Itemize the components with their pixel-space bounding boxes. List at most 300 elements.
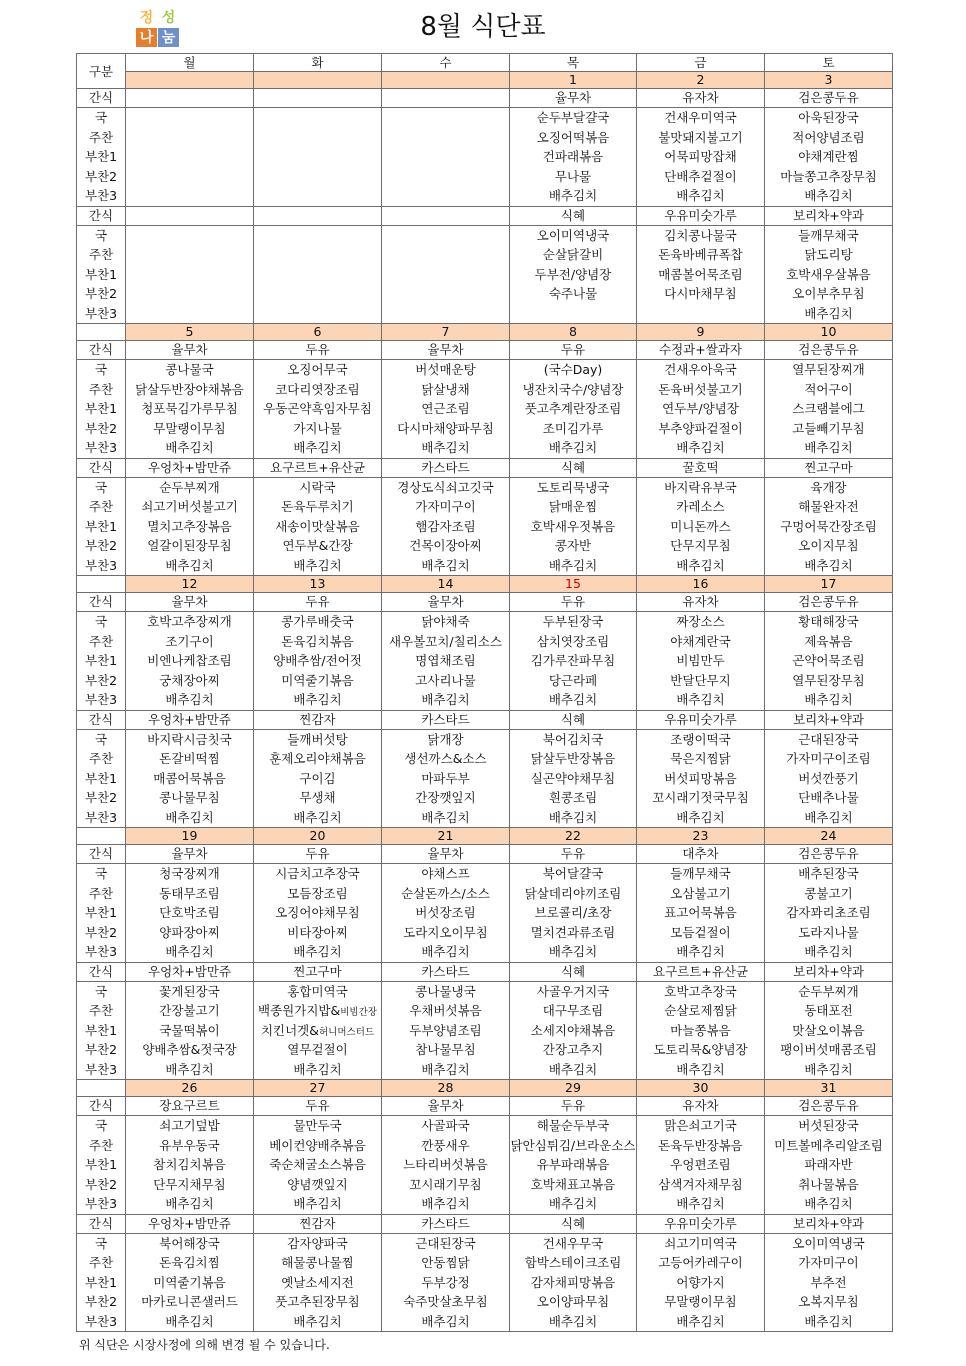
dish: 돈육두루치기 [281, 499, 354, 514]
dish: 호박고추장찌개 [147, 614, 232, 629]
dish: 닭매운찜 [548, 499, 598, 514]
dish: 죽순채굴소스볶음 [269, 1157, 366, 1172]
dinner-row [77, 477, 893, 576]
dish: 배추김치 [548, 1061, 598, 1077]
dish: 실곤약야채무침 [530, 770, 616, 786]
dish: 함박스테이크조림 [524, 1255, 622, 1270]
snack-cell: 식혜 [510, 458, 637, 477]
dish [126, 186, 253, 206]
snack-cell: 두유 [510, 593, 637, 612]
dish: 숙주맛살초무침 [403, 1294, 488, 1309]
dish: 오이미역냉국 [536, 227, 610, 243]
snack-cell: 검은콩두유 [765, 845, 893, 864]
menu-cell [637, 225, 765, 324]
snack-cell [254, 206, 382, 225]
dish: 배추김치 [293, 809, 342, 825]
weekday-header: 월 [126, 54, 254, 72]
menu-cell [765, 360, 893, 459]
logo-char: 정 [139, 9, 154, 26]
snack-cell: 율무차 [382, 845, 510, 864]
meal-label: 부찬2 [84, 538, 118, 553]
dish: 쇠고기미역국 [664, 1235, 737, 1251]
meal-label: 국 [94, 1118, 108, 1133]
dish: 닭살두반장야채볶음 [135, 381, 244, 397]
menu-cell [126, 981, 254, 1080]
dish: 조기구이 [165, 633, 214, 649]
dish: 배추김치 [676, 557, 725, 573]
date-cell: 3 [765, 72, 893, 89]
snack-cell: 꿀호떡 [637, 458, 765, 477]
dish: 적어양념조림 [792, 129, 865, 145]
dish: 건새우무국 [542, 1235, 604, 1251]
dish: 배추김치 [804, 809, 853, 825]
meal-label: 주찬 [88, 247, 114, 262]
snack-cell: 우엉차+밤만쥬 [126, 710, 254, 729]
snack-cell: 요구르트+유산균 [254, 458, 382, 477]
date-cell: 22 [510, 828, 637, 845]
menu-cell [510, 864, 637, 963]
dish: 간장불고기 [159, 1003, 220, 1018]
meal-label: 부찬2 [84, 286, 118, 301]
dish [510, 304, 636, 324]
dish: 배추김치 [165, 440, 214, 455]
snack-cell: 검은콩두유 [765, 593, 893, 612]
dish-note: 비빔간장 [340, 1007, 377, 1018]
dish: 돈육버섯불고기 [658, 381, 743, 397]
dish: 얼갈이된장무침 [147, 538, 232, 553]
date-cell [254, 72, 382, 89]
date-row [77, 828, 893, 845]
snack-cell: 율무차 [126, 593, 254, 612]
date-cell: 15 [510, 576, 637, 593]
dish: 동태무조림 [159, 885, 220, 901]
dish [126, 245, 253, 265]
menu-cell [254, 729, 382, 828]
meal-label: 부찬2 [84, 1294, 118, 1309]
snack-cell: 우유미숫가루 [637, 1214, 765, 1233]
weekday-header: 금 [637, 54, 765, 72]
dish: 깐풍새우 [421, 1137, 470, 1153]
meal-labels [77, 864, 126, 963]
menu-cell [765, 108, 893, 207]
menu-cell [382, 729, 510, 828]
dish: 삼색겨자채무침 [658, 1176, 743, 1192]
snack-row [77, 341, 893, 360]
dish: 쇠고기버섯불고기 [141, 499, 238, 514]
dish: 오징어떡볶음 [536, 129, 610, 145]
dish: 냉잔치국수/양념장 [522, 381, 624, 397]
dinner-row [77, 1233, 893, 1332]
menu-cell [254, 477, 382, 576]
dish: 배추김치 [165, 692, 214, 707]
dish: 연두부&간장 [282, 538, 353, 553]
logo-char: 성 [161, 9, 176, 26]
dish [254, 1021, 381, 1041]
dish: 배추김치 [804, 1196, 853, 1211]
dish: 북어해장국 [159, 1235, 220, 1251]
snack-cell [126, 89, 254, 108]
meal-label: 부찬3 [84, 440, 118, 455]
dish [254, 147, 381, 167]
dish [254, 226, 381, 246]
dish: 미트볼메추리알조림 [774, 1137, 883, 1153]
date-cell: 17 [765, 576, 893, 593]
snack-cell: 찐고구마 [765, 458, 893, 477]
meal-label: 부찬3 [84, 305, 118, 321]
dish: 배추김치 [293, 944, 342, 959]
dish: 마늘쫑고추장무침 [780, 168, 877, 184]
date-cell: 29 [510, 1080, 637, 1097]
dish: 해물완자전 [798, 499, 859, 514]
dish: 순살닭갈비 [542, 247, 604, 262]
dish: 배추김치 [548, 944, 598, 959]
snack-cell: 카스타드 [382, 962, 510, 981]
dish: 호박채표고볶음 [530, 1176, 616, 1192]
dish: 배추김치 [804, 305, 853, 321]
dish: 유부우동국 [159, 1137, 220, 1153]
dish: 김치콩나물국 [664, 227, 737, 243]
menu-cell [510, 360, 637, 459]
dish: 꼬시래기무침 [409, 1176, 482, 1192]
dish: 닭살냉채 [421, 381, 470, 397]
dish: 배추김치 [676, 440, 725, 455]
snack-cell: 대추차 [637, 845, 765, 864]
lunch-row [77, 360, 893, 459]
dish: 배추김치 [804, 557, 853, 573]
dish: 풋고추된장무침 [275, 1294, 360, 1309]
dish: 미역줄기볶음 [153, 1274, 226, 1290]
snack-label: 간식 [77, 710, 126, 729]
snack-cell: 수정과+쌀과자 [637, 341, 765, 360]
dish: 배추김치 [548, 1313, 598, 1329]
snack-cell: 검은콩두유 [765, 1097, 893, 1116]
snack-row [77, 1214, 893, 1233]
dish: 팽이버섯매콤조림 [780, 1042, 877, 1057]
dish: 양배추쌈&젓국장 [142, 1042, 237, 1057]
dish: 배추김치 [421, 692, 470, 707]
meal-label: 부찬1 [84, 1022, 118, 1038]
logo-char: 나 [136, 28, 157, 47]
lunch-row [77, 1116, 893, 1215]
menu-cell [637, 477, 765, 576]
dish: 생선까스&소스 [404, 751, 487, 766]
dish: 배추김치 [676, 188, 725, 203]
menu-cell [254, 981, 382, 1080]
dish: 짜장소스 [676, 614, 725, 629]
dish: 무말랭이무침 [153, 420, 226, 436]
dish: 배추김치 [293, 692, 342, 707]
dish [126, 108, 253, 128]
dish: 고사리나물 [415, 672, 476, 688]
dish: 근대된장국 [415, 1235, 476, 1251]
dish: 구멍어묵간장조림 [780, 518, 877, 534]
menu-cell [510, 108, 637, 207]
dish: 취나물볶음 [798, 1176, 859, 1192]
date-cell: 31 [765, 1080, 893, 1097]
dish: 감자꽈리초조림 [786, 905, 871, 920]
dinner-row [77, 981, 893, 1080]
dish: 호박새우젓볶음 [530, 518, 616, 534]
dish: 두부양념조림 [409, 1022, 482, 1038]
dish: 시락국 [299, 479, 336, 495]
menu-cell [765, 1233, 893, 1332]
snack-label: 간식 [77, 593, 126, 612]
header-label: 구분 [77, 54, 126, 89]
meal-label: 국 [94, 479, 108, 495]
meal-labels [77, 612, 126, 711]
dish: 오복지무침 [798, 1294, 859, 1309]
dish [126, 226, 253, 246]
meal-label: 부찬3 [84, 944, 118, 959]
dish: 오이부추무침 [792, 286, 865, 301]
menu-cell [254, 612, 382, 711]
dish: 연두부/양념장 [662, 401, 739, 416]
dish: 부추양파겉절이 [658, 420, 743, 436]
dish: 야채계란국 [670, 633, 731, 649]
snack-cell: 두유 [510, 1097, 637, 1116]
menu-cell [637, 360, 765, 459]
dish: 청포묵김가루무침 [141, 401, 238, 416]
dish: 사골파국 [421, 1118, 470, 1133]
dish: 오이미역냉국 [792, 1235, 865, 1251]
footnote: 위 식단은 시장사정에 의해 변경 될 수 있습니다. [79, 1338, 330, 1352]
dish: 배추김치 [548, 440, 598, 455]
menu-cell [254, 108, 382, 207]
dish: 새우볼꼬치/칠리소스 [389, 633, 502, 649]
dish: 콩가루배춧국 [281, 614, 354, 629]
snack-row [77, 1097, 893, 1116]
dish: 무나물 [554, 168, 592, 184]
snack-cell: 카스타드 [382, 458, 510, 477]
dish: 배추김치 [548, 809, 598, 825]
dish: 구이김 [299, 770, 336, 786]
date-cell [126, 72, 254, 89]
lunch-row [77, 612, 893, 711]
snack-cell: 유자차 [637, 1097, 765, 1116]
dish [254, 265, 381, 285]
date-row-label [77, 576, 126, 593]
snack-cell [382, 89, 510, 108]
date-row [77, 576, 893, 593]
menu-cell [126, 1116, 254, 1215]
dish: 순두부찌개 [159, 479, 220, 495]
meal-label: 부찬2 [84, 1042, 118, 1057]
meal-label: 국 [94, 1235, 108, 1251]
dish: 배추김치 [293, 557, 342, 573]
dish: 배추김치 [676, 1313, 725, 1329]
snack-cell: 검은콩두유 [765, 341, 893, 360]
dish: 버섯매운탕 [415, 362, 476, 377]
dish: 두부강정 [421, 1274, 470, 1290]
dish: 건파래볶음 [542, 149, 604, 164]
dish: 배추김치 [676, 1196, 725, 1211]
date-row-label [77, 1080, 126, 1097]
dish: 콩불고기 [804, 885, 853, 901]
dish [382, 304, 509, 324]
snack-cell: 보리차+약과 [765, 710, 893, 729]
date-row-label [77, 324, 126, 341]
dish: 순살로제찜닭 [664, 1003, 737, 1018]
dish: 매콤어묵볶음 [153, 770, 226, 786]
meal-label: 국 [94, 983, 108, 999]
dish: 파래자반 [804, 1157, 853, 1172]
dish: 바지락시금칫국 [147, 731, 232, 747]
dish: 콩나물냉국 [415, 983, 476, 999]
dish [382, 284, 509, 304]
dish: 배추김치 [421, 557, 470, 573]
dish: 근대된장국 [798, 731, 859, 747]
dish: 닭야채죽 [421, 614, 470, 629]
meal-label: 부찬3 [84, 1061, 118, 1077]
meal-labels [77, 1116, 126, 1215]
meal-label: 부찬1 [84, 905, 118, 920]
dish: 가자미구이 [798, 1255, 859, 1270]
dish [254, 128, 381, 148]
dish: 비빔만두 [676, 653, 725, 668]
snack-label: 간식 [77, 341, 126, 360]
snack-cell: 보리차+약과 [765, 1214, 893, 1233]
meal-label: 부찬1 [84, 770, 118, 786]
dish [382, 147, 509, 167]
dish: 꼬시래기젓국무침 [652, 790, 749, 805]
dish: 불맛돼지불고기 [658, 129, 743, 145]
dish: 궁채장아찌 [159, 672, 220, 688]
menu-cell [254, 225, 382, 324]
dish: 적어구이 [804, 381, 853, 397]
dish: 고등어카레구이 [658, 1255, 743, 1270]
snack-cell: 카스타드 [382, 1214, 510, 1233]
menu-cell [765, 1116, 893, 1215]
menu-cell [126, 108, 254, 207]
menu-cell [765, 225, 893, 324]
menu-cell [382, 864, 510, 963]
date-cell: 7 [382, 324, 510, 341]
dish: 햄감자조림 [415, 518, 476, 534]
snack-cell: 두유 [254, 845, 382, 864]
meal-label: 부찬2 [84, 420, 118, 436]
dinner-row [77, 729, 893, 828]
weekday-header: 화 [254, 54, 382, 72]
snack-row [77, 89, 893, 108]
dish: 두부된장국 [542, 614, 604, 629]
meal-label: 부찬1 [84, 518, 118, 534]
dish: 고들빼기무침 [792, 420, 865, 436]
dish: 도토리묵&양념장 [653, 1042, 748, 1057]
date-cell: 21 [382, 828, 510, 845]
dish: 호박고추장국 [664, 983, 737, 999]
menu-cell [637, 108, 765, 207]
dish: 삼치엿장조림 [536, 633, 610, 649]
dish: 감자채피망볶음 [530, 1274, 616, 1290]
dish: 다시마채무침 [664, 286, 737, 301]
dish: 옛날소세지전 [281, 1274, 354, 1290]
menu-cell [382, 1116, 510, 1215]
dish: 배추김치 [293, 440, 342, 455]
dish: 단배추나물 [798, 790, 859, 805]
dish: 무생채 [299, 790, 336, 805]
menu-cell [637, 729, 765, 828]
dish [254, 304, 381, 324]
dish-note: 허니머스터드 [319, 1026, 375, 1038]
dish: 무말랭이무침 [664, 1294, 737, 1309]
dish: 돈육김치찜 [159, 1255, 220, 1270]
date-row [77, 324, 893, 341]
menu-cell [765, 612, 893, 711]
dish: 닭안심튀김/브라운소스 [510, 1137, 636, 1153]
dish: 버섯된장국 [798, 1118, 859, 1133]
snack-cell: 우유미숫가루 [637, 710, 765, 729]
date-cell: 2 [637, 72, 765, 89]
dish: 건목이장아찌 [409, 538, 482, 553]
snack-cell: 우엉차+밤만쥬 [126, 458, 254, 477]
dish: 배추김치 [421, 1196, 470, 1211]
snack-cell: 유자차 [637, 593, 765, 612]
menu-cell [765, 981, 893, 1080]
dish [382, 245, 509, 265]
dish: 단호박조림 [159, 905, 220, 920]
dish: 풋고추계란장조림 [524, 401, 622, 416]
dish [254, 1001, 381, 1021]
menu-cell [382, 225, 510, 324]
meal-label: 주찬 [88, 1137, 114, 1153]
dish: 숙주나물 [548, 286, 598, 301]
menu-cell [382, 360, 510, 459]
meal-label: 주찬 [88, 1003, 114, 1018]
dish: 해물콩나물찜 [281, 1255, 354, 1270]
meal-label: 국 [94, 110, 108, 125]
meal-label: 부찬3 [84, 188, 118, 203]
meal-label: 부찬2 [84, 672, 118, 688]
dish: 간장고추지 [542, 1042, 604, 1057]
date-cell: 26 [126, 1080, 254, 1097]
dish: 동태포전 [804, 1003, 853, 1018]
dish: (국수Day) [543, 362, 603, 377]
dish: 반달단무지 [670, 672, 731, 688]
dish: 우엉편조림 [670, 1157, 731, 1172]
meal-labels [77, 225, 126, 324]
dish: 북어김치국 [542, 731, 604, 747]
dish: 참나물무침 [415, 1042, 476, 1057]
snack-cell: 카스타드 [382, 710, 510, 729]
menu-cell [126, 225, 254, 324]
meal-label: 국 [94, 731, 108, 747]
dish: 멸치고추장볶음 [147, 518, 232, 534]
dish: 황태해장국 [798, 614, 859, 629]
snack-cell: 율무차 [382, 593, 510, 612]
meal-label: 주찬 [88, 751, 114, 766]
snack-cell: 율무차 [382, 1097, 510, 1116]
weekday-header: 토 [765, 54, 893, 72]
dish: 비엔나케찹조림 [147, 653, 232, 668]
snack-cell [382, 206, 510, 225]
dish: 안동찜닭 [421, 1255, 470, 1270]
menu-cell [510, 477, 637, 576]
dish: 배추김치 [421, 1313, 470, 1329]
dish: 비타장아찌 [287, 924, 348, 940]
meal-label: 국 [94, 866, 108, 881]
meal-labels [77, 1233, 126, 1332]
dish: 홍합미역국 [287, 983, 348, 999]
snack-cell: 식혜 [510, 710, 637, 729]
dish: 육개장 [810, 479, 847, 495]
date-cell: 27 [254, 1080, 382, 1097]
menu-cell [510, 729, 637, 828]
meal-label: 부찬1 [84, 1157, 118, 1172]
dish: 양념깻잎지 [287, 1176, 348, 1192]
snack-cell: 보리차+약과 [765, 206, 893, 225]
dish: 닭살데리야끼조림 [524, 885, 622, 901]
dish: 바지락유부국 [664, 479, 737, 495]
